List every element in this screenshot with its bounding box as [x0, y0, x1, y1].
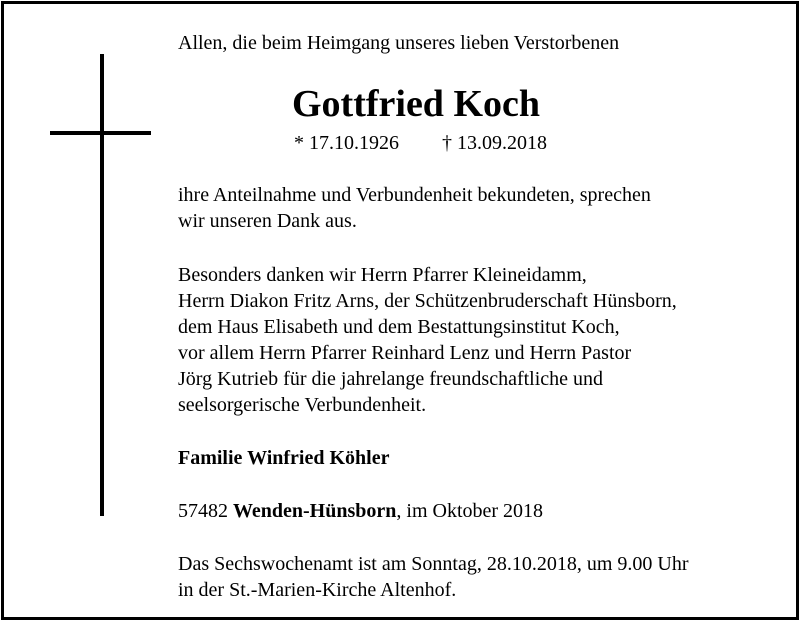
- family-signature: Familie Winfried Köhler: [178, 447, 390, 469]
- intro-line: Allen, die beim Heimgang unseres lieben Verstorbenen: [178, 32, 620, 54]
- special-thanks-line: Jörg Kutrieb für die jahrelange freundschaftliche und: [178, 368, 604, 390]
- cross-icon-bar: [50, 131, 151, 135]
- service-line: in der St.-Marien-Kirche Altenhof.: [178, 579, 457, 601]
- service-line: Das Sechswochenamt ist am Sonntag, 28.10.2018, um 9.00 Uhr: [178, 553, 689, 575]
- special-thanks-line: Herrn Diakon Fritz Arns, der Schützenbruderschaft Hünsborn,: [178, 290, 677, 312]
- place-date-line: [178, 498, 543, 524]
- birth-date: * 17.10.1926: [294, 132, 399, 154]
- special-thanks-line: dem Haus Elisabeth und dem Bestattungsinstitut Koch,: [178, 316, 620, 338]
- town: Wenden-Hünsborn: [233, 500, 397, 522]
- special-thanks-line: seelsorgerische Verbundenheit.: [178, 394, 427, 416]
- thanks-line: wir unseren Dank aus.: [178, 210, 357, 232]
- date-text: , im Oktober 2018: [396, 500, 544, 522]
- special-thanks-line: vor allem Herrn Pfarrer Reinhard Lenz und Herrn Pastor: [178, 342, 632, 364]
- notice-frame: [1, 1, 799, 620]
- death-date: † 13.09.2018: [442, 132, 547, 154]
- postcode: 57482: [178, 500, 228, 522]
- deceased-name: Gottfried Koch: [292, 83, 541, 125]
- special-thanks-line: Besonders danken wir Herrn Pfarrer Kleineidamm,: [178, 264, 587, 286]
- thanks-line: ihre Anteilnahme und Verbundenheit bekundeten, sprechen: [178, 184, 651, 206]
- cross-icon: [100, 54, 104, 516]
